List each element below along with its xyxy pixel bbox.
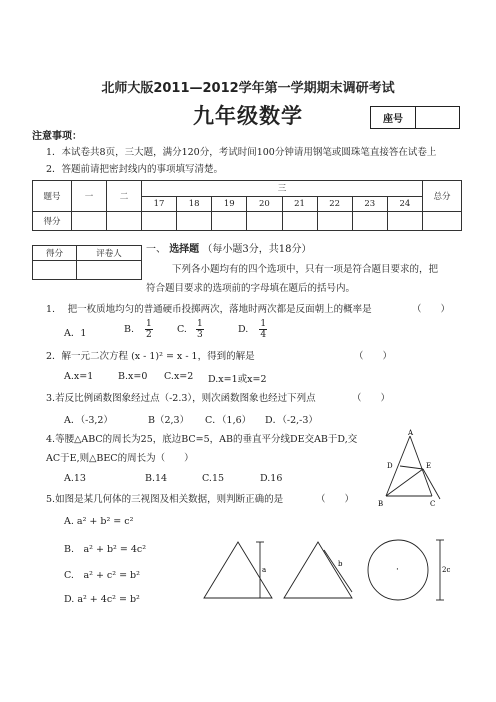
- question-2-option-d: D.x=1或x=2: [208, 374, 267, 385]
- section-one-note: （每小题3分，共18分）: [202, 244, 312, 255]
- question-1-option-b-label: B.: [124, 324, 135, 335]
- question-5-option-a: A. a² + b² = c²: [64, 516, 134, 527]
- score-cell[interactable]: [247, 212, 282, 231]
- question-4-text-1: 4.等腰△ABC的周长为25，底边BC=5，AB的垂直平分线DE交AB于D,交: [46, 434, 358, 445]
- front-view-label-a: a: [262, 566, 267, 574]
- seat-label: 座号: [371, 107, 416, 128]
- triangle-label-e: E: [426, 462, 432, 470]
- question-5-option-c: C. a² + c² = b²: [64, 570, 140, 581]
- score-table-sub-number: 23: [352, 196, 387, 212]
- score-cell[interactable]: [142, 212, 177, 231]
- question-4-option-b: B.14: [145, 473, 168, 484]
- score-cell[interactable]: [387, 212, 422, 231]
- score-table-sub-number: 18: [177, 196, 212, 212]
- score-table-row-label: 题号: [33, 181, 72, 212]
- score-cell[interactable]: [107, 212, 142, 231]
- question-1-option-c: [177, 319, 204, 340]
- question-2-bracket: （ ）: [354, 351, 393, 362]
- score-cell[interactable]: [212, 212, 247, 231]
- question-2-option-b: B.x=0: [118, 371, 148, 382]
- section-one-instructions-2: 符合题目要求的选项前的字母填在题后的括号内。: [146, 283, 356, 294]
- score-table-sub-number: 17: [142, 196, 177, 212]
- top-view-label-2c: 2c: [442, 566, 451, 574]
- question-4-option-c: C.15: [202, 473, 225, 484]
- question-5-text: 5.如图是某几何体的三视图及相关数据，则判断正确的是: [46, 494, 284, 505]
- notice-item-2: 2．答题前请把密封线内的事项填写清楚。: [46, 164, 224, 175]
- question-1-option-b-numerator: 1: [146, 319, 152, 329]
- score-table-col-three: 三: [142, 181, 423, 197]
- grader-score-cell[interactable]: [33, 261, 77, 280]
- three-views-figure: [198, 536, 462, 608]
- question-1-option-d-label: D.: [238, 324, 249, 335]
- question-4-option-a: A.13: [64, 473, 86, 484]
- question-3-text: 3.若反比例函数图象经过点（-2.3），则次函数图象也经过下列点: [46, 393, 316, 404]
- score-table-sub-number: 22: [317, 196, 352, 212]
- question-1-option-c-numerator: 1: [196, 319, 203, 329]
- side-view-label-b: b: [338, 560, 343, 568]
- score-table-col-two: 二: [107, 181, 142, 212]
- notice-heading: 注意事项：: [32, 131, 82, 142]
- score-table-score-label: 得分: [33, 212, 72, 231]
- grader-label: 评卷人: [77, 246, 142, 261]
- question-4-option-d: D.16: [260, 473, 283, 484]
- grader-name-cell[interactable]: [77, 261, 142, 280]
- grader-box: [32, 245, 142, 280]
- section-one-instructions-1: 下列各小题均有的四个选项中，只有一项是符合题目要求的，把: [172, 264, 439, 275]
- triangle-label-d: D: [387, 462, 393, 470]
- question-2-option-c: C.x=2: [164, 371, 194, 382]
- question-2-option-a: A.x=1: [64, 371, 94, 382]
- question-1-option-d: [238, 319, 267, 340]
- question-3-option-c: C．（1,6）: [205, 415, 252, 426]
- score-table-sub-number: 19: [212, 196, 247, 212]
- score-table-sub-number: 20: [247, 196, 282, 212]
- seat-input[interactable]: [416, 107, 459, 128]
- question-3-option-b: B（2,3）: [148, 415, 190, 426]
- grader-score-label: 得分: [33, 246, 77, 261]
- score-table: [32, 180, 462, 231]
- question-1-option-d-denominator: 4: [260, 330, 267, 340]
- question-5-option-b: B. a² + b² = 4c²: [64, 544, 147, 555]
- seat-number-box: [370, 106, 460, 129]
- triangle-label-a: A: [408, 429, 414, 437]
- score-cell[interactable]: [72, 212, 107, 231]
- question-3-option-d: D．（-2,-3）: [265, 415, 318, 426]
- score-table-total: 总分: [423, 181, 462, 212]
- question-1-option-c-label: C.: [177, 324, 187, 335]
- notice-item-1: 1．本试卷共8页，三大题，满分120分，考试时间100分钟请用钢笔或圆珠笔直接答在试卷上: [46, 147, 437, 158]
- triangle-figure: [378, 428, 450, 514]
- triangle-label-c: C: [430, 500, 436, 508]
- question-4-text-2: AC于E,则△BEC的周长为（ ）: [46, 453, 194, 464]
- exam-subject: 九年级数学: [193, 104, 303, 128]
- score-cell[interactable]: [317, 212, 352, 231]
- question-5-option-d: D. a² + 4c² = b²: [64, 594, 140, 605]
- question-3-bracket: （ ）: [352, 393, 391, 404]
- score-cell[interactable]: [423, 212, 462, 231]
- score-cell[interactable]: [177, 212, 212, 231]
- triangle-label-b: B: [378, 500, 384, 508]
- question-1-option-b-denominator: 2: [146, 330, 152, 340]
- section-one-title: 选择题: [169, 244, 200, 255]
- top-view-center-dot: ·: [396, 565, 399, 575]
- question-1-option-a: A．1: [64, 328, 87, 339]
- question-1-option-c-denominator: 3: [196, 330, 203, 340]
- score-table-sub-number: 21: [282, 196, 317, 212]
- score-table-col-one: 一: [72, 181, 107, 212]
- question-1-option-b: [124, 319, 153, 340]
- exam-title: 北师大版2011—2012学年第一学期期末调研考试: [101, 81, 395, 96]
- question-1-bracket: （ ）: [412, 304, 451, 315]
- score-table-sub-number: 24: [387, 196, 422, 212]
- question-3-option-a: A．（-3,2）: [64, 415, 113, 426]
- score-cell[interactable]: [282, 212, 317, 231]
- section-one-number: 一、: [146, 244, 166, 255]
- question-5-bracket: （ ）: [316, 494, 355, 505]
- question-2-text: 2．解一元二次方程 (x - 1)² = x - 1，得到的解是: [46, 351, 255, 362]
- question-1-option-d-numerator: 1: [260, 319, 267, 329]
- score-cell[interactable]: [352, 212, 387, 231]
- question-1-text: 1. 把一枚质地均匀的普通硬币投掷两次，落地时两次都是反面朝上的概率是: [46, 304, 372, 315]
- section-one-heading: [146, 243, 311, 257]
